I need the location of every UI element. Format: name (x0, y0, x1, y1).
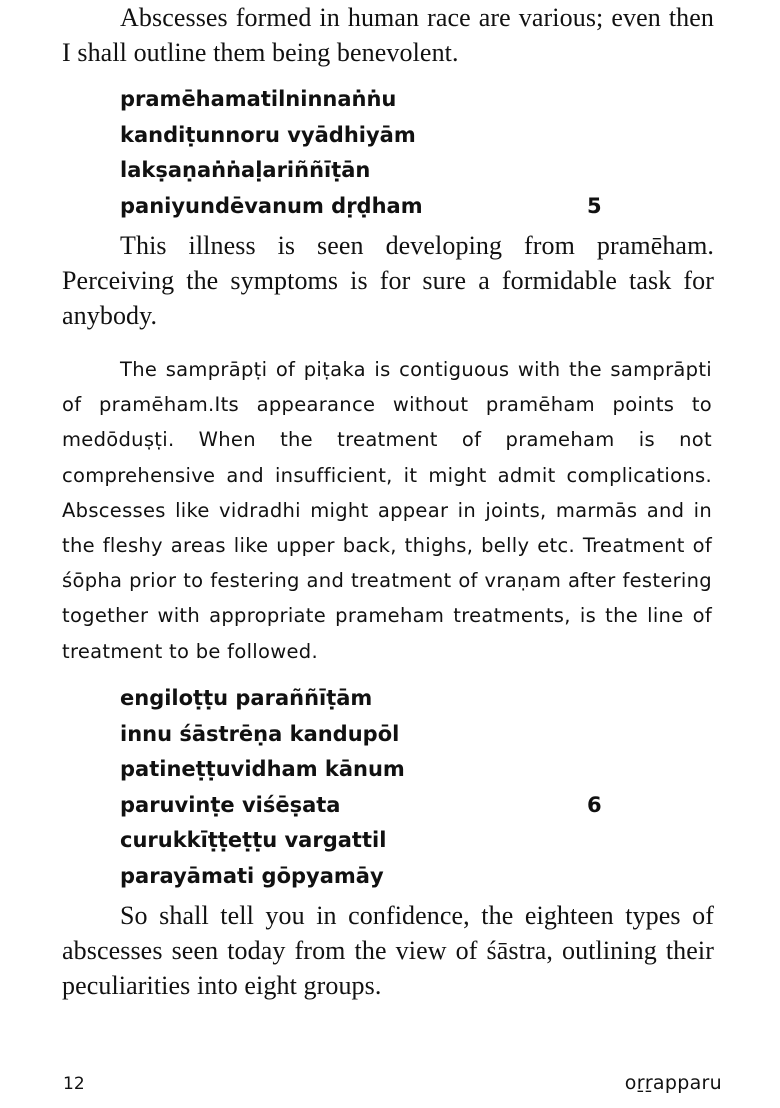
verse-line (120, 823, 640, 859)
page-number: 12 (63, 1074, 85, 1094)
verse-line-text: engiloṭṭu paraññīṭām (120, 686, 373, 710)
verse-line-text: parayāmati gōpyamāy (120, 863, 384, 888)
verse-line (120, 752, 640, 788)
running-title: oṟṟapparu (624, 1072, 722, 1094)
intro-paragraph-text: Abscesses formed in human race are various; even then I shall outline them being benevolent. (62, 3, 714, 67)
commentary-paragraph (62, 352, 712, 669)
verse-number: 5 (587, 193, 602, 218)
closing-paragraph-text: So shall tell you in confidence, the eighteen types of abscesses seen today from the view of śāstra, outlining their peculiarities into eight groups. (62, 901, 714, 1000)
verse-line (120, 788, 640, 824)
verse-line (120, 82, 640, 118)
verse-line-text: innu śāstrēṇa kandupōl (120, 721, 400, 746)
verse-line-text: paruvinṭe viśēṣata (120, 792, 341, 817)
commentary-paragraph-text: The samprāpṭi of piṭaka is contiguous with the samprāpti of pramēham.Its appearance without pramēham points to medōduṣṭi. When the treatment of prameham is not comprehensive and insufficient, it might admit complications. Abscesses like vidradhi might appear in joints, marmās and in the fleshy areas like upper back, thighs, belly etc. Treatment of śōpha prior to festering and treatment of vraṇam after festering together with appropriate prameham treatments, is the line of treatment to be followed. (62, 358, 712, 663)
closing-paragraph (62, 898, 714, 1003)
verse-line (120, 153, 640, 189)
verse-line (120, 681, 640, 717)
translation-paragraph-text: This illness is seen developing from pramēham. Perceiving the symptoms is for sure a formidable task for anybody. (62, 231, 714, 330)
verse-line (120, 717, 640, 753)
verse-line-text: paniyundēvanum dṛḍham (120, 193, 423, 218)
verse-line (120, 189, 640, 225)
verse-line-text: curukkīṭṭeṭṭu vargattil (120, 828, 387, 852)
verse-6 (120, 681, 640, 894)
verse-line-text: lakṣaṇaṅṅaḷariññīṭān (120, 158, 371, 182)
verse-line-text: pramēhamatilninnaṅṅu (120, 87, 397, 111)
verse-number: 6 (587, 792, 602, 817)
intro-paragraph (62, 0, 714, 70)
verse-line-text: kandiṭunnoru vyādhiyām (120, 122, 416, 147)
verse-5 (120, 82, 640, 224)
translation-paragraph (62, 228, 714, 333)
verse-line (120, 118, 640, 154)
verse-line-text: patineṭṭuvidham kānum (120, 757, 405, 781)
verse-line (120, 859, 640, 895)
